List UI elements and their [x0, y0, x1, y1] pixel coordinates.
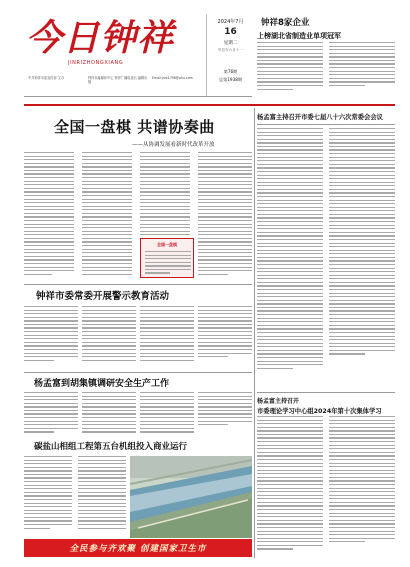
side-article-1-headline: 杨孟富主持召开市委七届八十六次常委会会议 [257, 114, 383, 121]
article-2-divider [24, 372, 252, 373]
article-2 [24, 286, 252, 372]
photo-article-body-col-2 [78, 456, 126, 531]
top-right-article [257, 16, 395, 100]
article-3-body-col-4 [198, 392, 252, 428]
footer-slogan: 全民参与齐欢聚 创建国家卫生市 [69, 544, 207, 554]
article-3-headline: 杨孟富到胡集镇调研安全生产工作 [34, 379, 170, 389]
date-day: 16 [224, 27, 237, 37]
photo-article [24, 440, 252, 540]
lead-body-col-2 [82, 152, 132, 277]
column-divider [254, 108, 255, 558]
footer-banner [24, 539, 252, 557]
logo-pinyin: JINRIZHONGXIANG [68, 60, 124, 66]
lead-subhead: ——从协调发展看新时代改革开放 [132, 142, 215, 148]
lead-body-col-3 [140, 152, 190, 245]
lead-body-col-1 [24, 152, 74, 277]
photo-article-body-col-1 [24, 456, 72, 531]
article-3-body-col-2 [82, 392, 136, 435]
weekday: 星期二 [223, 41, 238, 46]
lead-headline: 全国一盘棋 共谱协奏曲 [54, 118, 215, 136]
top-right-body-2 [329, 42, 395, 89]
side-article-1 [257, 112, 395, 372]
article-2-body-col-4 [198, 306, 252, 360]
sponsor-left: 中共钟祥市委宣传部 主办 [28, 76, 65, 80]
article-2-body-col-3 [140, 306, 194, 363]
lead-article [24, 110, 252, 290]
side-article-2-body-col-1 [257, 416, 323, 552]
side-article-2 [257, 396, 395, 558]
aerial-photo [130, 456, 252, 538]
side-article-1-body-col-1 [257, 128, 323, 371]
top-red-rule [24, 104, 395, 106]
total-issue: 总第1938期 [218, 77, 243, 82]
top-right-body [257, 42, 323, 92]
sponsor-right: 钟祥市融媒体中心 钟祥广播电视台 编辑出版 [88, 76, 148, 84]
lunar-date: 甲辰年六月十一 [217, 48, 244, 52]
lead-inset-graphic [140, 238, 194, 278]
article-3 [24, 374, 252, 438]
top-right-headline-1: 钟祥8家企业 [261, 18, 310, 28]
contact-email: Email:jrzx1798@ohu.com [152, 76, 193, 80]
side-article-2-headline-2: 市委理论学习中心组2024年第十次集体学习 [257, 408, 382, 415]
lead-inset-caption: 全国一盘棋 [157, 242, 177, 247]
photo-article-headline: 碳盐山相组工程第五台机组投入商业运行 [34, 442, 188, 452]
lead-body-col-4 [198, 152, 252, 277]
date-year-month: 2024年7月 [217, 19, 244, 25]
article-2-body-col-2 [82, 306, 136, 363]
issue-number: 第76期 [223, 69, 238, 74]
masthead-divider [24, 96, 252, 97]
date-box [206, 14, 254, 96]
top-right-headline-2: 上榜湖北省制造业单项冠军 [257, 32, 341, 40]
lead-divider [24, 284, 252, 285]
article-3-body-col-1 [24, 392, 78, 435]
newspaper-logo: 今日钟祥 [26, 17, 175, 59]
side-divider [257, 392, 395, 393]
side-article-2-headline-1: 杨孟富主持召开 [257, 398, 300, 405]
side-article-2-body-col-2 [329, 416, 395, 545]
article-2-body-col-1 [24, 306, 78, 363]
article-3-body-col-3 [140, 392, 194, 435]
article-2-headline: 钟祥市委常委开展警示教育活动 [36, 291, 170, 302]
side-article-1-body-col-2 [329, 128, 395, 357]
